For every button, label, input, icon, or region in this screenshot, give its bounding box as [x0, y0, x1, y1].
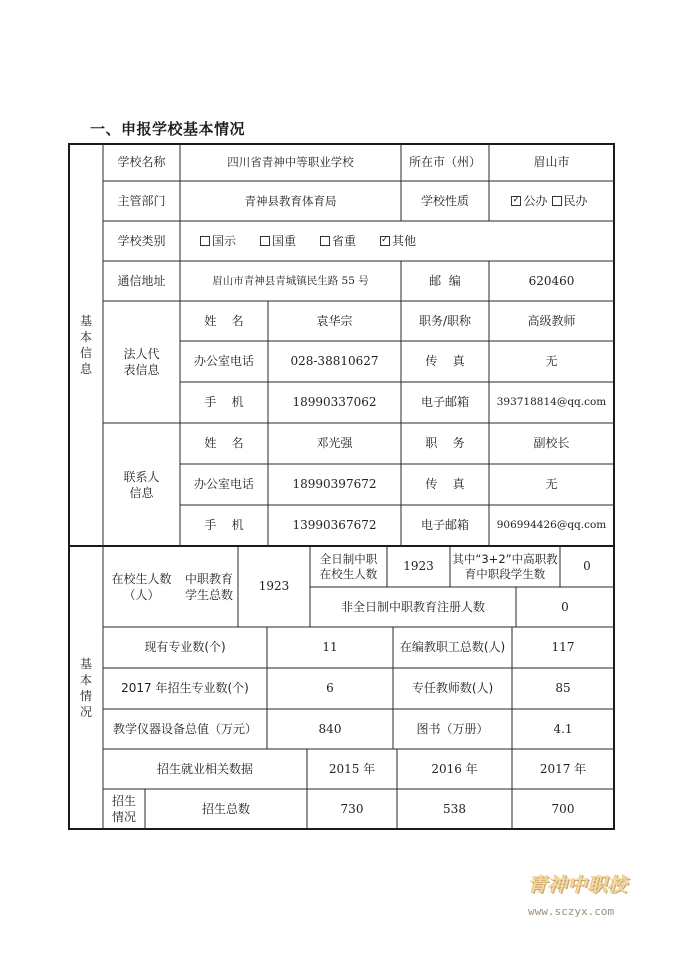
vocational-total-value: 1923: [258, 579, 290, 593]
nature-option-private[interactable]: 民办: [552, 194, 588, 209]
unchecked-box-icon: [320, 236, 330, 246]
majors-value: 11: [322, 640, 338, 654]
nature-options: [489, 181, 614, 221]
vocational-total-label: 中职教育学生总数: [184, 571, 233, 602]
teachers-value: 85: [555, 681, 571, 695]
books-value: 4.1: [553, 721, 573, 736]
equipment-value: 840: [318, 721, 342, 736]
legal-rep-mobile-value: 18990337062: [292, 395, 377, 409]
contact-office-phone-value: 18990397672: [292, 477, 377, 491]
category-option-national-demo[interactable]: 国示: [200, 234, 236, 249]
enrollment-2015: 730: [340, 801, 364, 816]
majors-label: 现有专业数(个): [144, 640, 226, 654]
category-options: [180, 221, 614, 261]
contact-mobile-value: 13990367672: [292, 518, 377, 532]
contact-email-value: 906994426@qq.com: [496, 519, 607, 531]
contact-position-value: 副校长: [533, 436, 570, 450]
legal-rep-email-label: 电子邮箱: [420, 395, 469, 409]
legal-rep-email-value: 393718814@qq.com: [496, 396, 607, 408]
postcode-label: 邮 编: [429, 273, 461, 288]
school-name-label: 学校名称: [117, 155, 166, 169]
year-2017: 2017 年: [539, 761, 587, 776]
books-label: 图书（万册）: [416, 721, 489, 736]
nature-option-public[interactable]: ✓ 公办: [511, 194, 547, 209]
contact-office-phone-label: 办公室电话: [193, 477, 254, 491]
city-value: 眉山市: [533, 155, 570, 169]
dept-value: 青神县教育体育局: [244, 193, 337, 208]
legal-rep-office-phone-value: 028-38810627: [290, 354, 379, 368]
checked-box-icon: [380, 236, 390, 246]
enrollment-total-label: 招生总数: [201, 801, 250, 816]
parttime-value: 0: [561, 599, 569, 614]
staff-value: 117: [551, 640, 575, 654]
enrollment-label: 招生情况: [111, 794, 136, 824]
city-label: 所在市（州）: [408, 155, 481, 169]
teachers-label: 专任教师数(人): [411, 681, 494, 695]
enrollment-2017: 700: [551, 801, 575, 816]
enroll-majors-label: 2017 年招生专业数(个): [121, 681, 249, 695]
contact-position-label: 职 务: [425, 436, 465, 450]
fulltime-value: 1923: [403, 559, 434, 573]
category-option-national-key[interactable]: 国重: [260, 234, 296, 249]
contact-fax-value: 无: [545, 477, 558, 491]
site-watermark: [528, 870, 648, 930]
category-label: 学校类别: [117, 233, 166, 248]
contact-fax-label: 传 真: [425, 477, 465, 491]
contact-name-label: 姓 名: [204, 436, 244, 450]
basic-info-section-label: 基本信息: [79, 314, 92, 376]
year-2016: 2016 年: [431, 761, 478, 776]
employment-label: 招生就业相关数据: [156, 761, 253, 776]
three-two-label: 其中“3+2”中高职教育中职段学生数: [452, 551, 558, 581]
legal-rep-group-label: 法人代表信息: [123, 347, 160, 377]
contact-group-label: 联系人信息: [123, 469, 160, 500]
category-option-provincial-key[interactable]: 省重: [320, 234, 356, 249]
staff-label: 在编教职工总数(人): [399, 640, 506, 654]
legal-rep-fax-label: 传 真: [425, 354, 465, 368]
legal-rep-office-phone-label: 办公室电话: [193, 354, 254, 368]
legal-rep-name-label: 姓 名: [204, 313, 244, 328]
parttime-label: 非全日制中职教育注册人数: [340, 599, 485, 614]
unchecked-box-icon: [200, 236, 210, 246]
basic-situation-section-label: 基本情况: [79, 656, 92, 719]
unchecked-box-icon: [260, 236, 270, 246]
legal-rep-position-value: 高级教师: [527, 313, 576, 328]
legal-rep-position-label: 职务/职称: [418, 313, 472, 328]
dept-label: 主管部门: [117, 193, 166, 208]
year-2015: 2015 年: [328, 761, 376, 776]
unchecked-box-icon: [552, 196, 562, 206]
contact-name-value: 邓光强: [316, 436, 353, 450]
address-label: 通信地址: [117, 273, 166, 288]
address-value: 眉山市青神县青城镇民生路 55 号: [212, 274, 369, 287]
category-option-other[interactable]: ✓ 其他: [380, 234, 416, 249]
contact-email-label: 电子邮箱: [420, 518, 469, 532]
postcode-value: 620460: [528, 273, 575, 288]
legal-rep-name-value: 袁华宗: [316, 313, 353, 328]
three-two-value: 0: [583, 559, 591, 573]
checked-box-icon: [511, 196, 521, 206]
nature-label: 学校性质: [420, 193, 469, 208]
watermark-logo-text: 青神中职校: [528, 874, 629, 896]
enroll-majors-value: 6: [326, 681, 334, 695]
school-name-value: 四川省青神中等职业学校: [227, 155, 354, 169]
fulltime-label: 全日制中职在校生人数: [319, 551, 378, 581]
school-info-table: [68, 143, 615, 830]
contact-mobile-label: 手 机: [204, 518, 244, 532]
equipment-label: 教学仪器设备总值（万元）: [112, 721, 257, 736]
legal-rep-mobile-label: 手 机: [204, 395, 244, 409]
students-label: 在校生人数（人）: [111, 571, 172, 602]
page-heading: 一、申报学校基本情况: [90, 120, 246, 138]
legal-rep-fax-value: 无: [545, 354, 558, 368]
enrollment-2016: 538: [443, 801, 466, 816]
watermark-url: www.sczyx.com: [528, 905, 615, 918]
